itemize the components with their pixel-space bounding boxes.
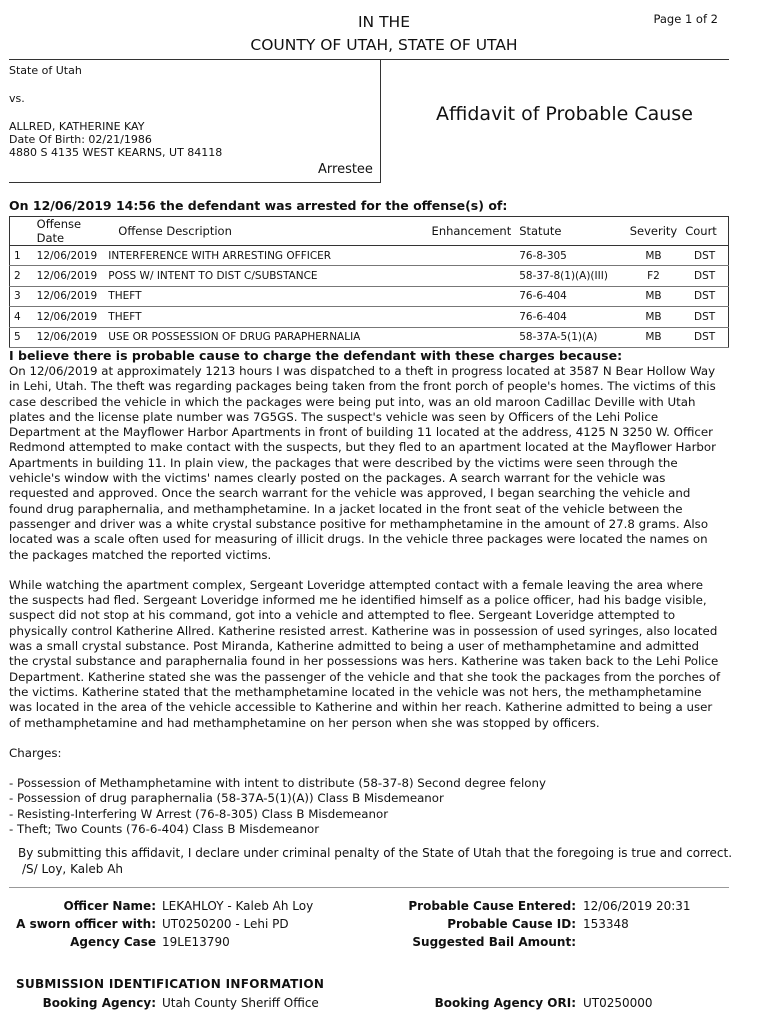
col-header-severity: Severity (626, 217, 682, 246)
offense-date: 12/06/2019 (33, 307, 105, 327)
row-index: 1 (10, 246, 33, 266)
statute: 76-8-305 (515, 246, 626, 266)
charge-item: - Theft; Two Counts (76-6-404) Class B Misdemeanor (9, 822, 320, 837)
col-header-offense-description: Offense Description (104, 217, 427, 246)
col-header-court: Court (681, 217, 728, 246)
court: DST (681, 266, 728, 286)
defendant-name: ALLRED, KATHERINE KAY (9, 120, 145, 133)
col-header-index (10, 217, 33, 246)
col-header-statute: Statute (515, 217, 626, 246)
caption-divider (380, 59, 381, 182)
offense-date: 12/06/2019 (33, 286, 105, 306)
charge-item: - Possession of Methamphetamine with intent to distribute (58-37-8) Second degree felony (9, 776, 546, 791)
court: DST (681, 246, 728, 266)
enhancement (428, 246, 516, 266)
statute: 58-37-8(1)(A)(III) (515, 266, 626, 286)
defendant-address: 4880 S 4135 WEST KEARNS, UT 84118 (9, 146, 223, 159)
document-title: Affidavit of Probable Cause (436, 103, 693, 125)
officer-name-label: Officer Name: (63, 899, 156, 913)
col-header-enhancement: Enhancement (428, 217, 516, 246)
suggested-bail-label: Suggested Bail Amount: (412, 935, 576, 949)
probable-cause-id: 153348 (583, 917, 629, 931)
offense-date: 12/06/2019 (33, 266, 105, 286)
table-row (10, 286, 729, 306)
offense-date: 12/06/2019 (33, 327, 105, 347)
severity: MB (626, 246, 682, 266)
page-number: Page 1 of 2 (653, 12, 718, 26)
arrestee-label: Arrestee (318, 162, 373, 177)
statute: 76-6-404 (515, 286, 626, 306)
row-index: 5 (10, 327, 33, 347)
offense-date: 12/06/2019 (33, 246, 105, 266)
severity: MB (626, 327, 682, 347)
signature: /S/ Loy, Kaleb Ah (22, 862, 124, 876)
sworn-officer-label: A sworn officer with: (16, 917, 156, 931)
probable-cause-heading: I believe there is probable cause to charge the defendant with these charges because: (9, 348, 623, 363)
court-heading-line2: COUNTY OF UTAH, STATE OF UTAH (250, 36, 518, 54)
probable-cause-entered-label: Probable Cause Entered: (408, 899, 576, 913)
probable-cause-id-label: Probable Cause ID: (447, 917, 576, 931)
severity: MB (626, 286, 682, 306)
table-row (10, 307, 729, 327)
footer-rule (9, 887, 729, 888)
row-index: 3 (10, 286, 33, 306)
declaration: By submitting this affidavit, I declare under criminal penalty of the State of Utah that the foregoing is true and correct. (18, 846, 733, 860)
agency-case-label: Agency Case (70, 935, 156, 949)
booking-agency-ori-label: Booking Agency ORI: (434, 996, 576, 1010)
court: DST (681, 307, 728, 327)
offense-description: POSS W/ INTENT TO DIST C/SUBSTANCE (104, 266, 427, 286)
charge-item: - Possession of drug paraphernalia (58-37A-5(1)(A)) Class B Misdemeanor (9, 791, 444, 806)
offense-description: USE OR POSSESSION OF DRUG PARAPHERNALIA (104, 327, 427, 347)
defendant-dob: Date Of Birth: 02/21/1986 (9, 133, 152, 146)
offense-description: INTERFERENCE WITH ARRESTING OFFICER (104, 246, 427, 266)
table-row (10, 246, 729, 266)
narrative-paragraph-2: While watching the apartment complex, Sergeant Loveridge attempted contact with a female leaving the area where the suspects had fled. Sergeant Loveridge informed me he identified himself as a police officer, had his badge visible, suspect did not stop at his command, got into a vehicle and attempted to flee. Sergeant Loveridge attempted to physically control Katherine Allred. Katherine resisted arrest. Katherine was in possession of used syringes, also located was a small crystal substance. Post Miranda, Katherine admitted to being a user of methamphetamine and admitted the crystal substance and paraphernalia found in her possessions was hers. Katherine was taken back to the Lehi Police Department. Katherine stated she was the passenger of the vehicle and that she took the packages from the porches of the victims. Katherine stated that the methamphetamine located in the vehicle was not hers, the methamphetamine was located in the area of the vehicle accessible to Katherine and within her reach. Katherine admitted to being a user of methamphetamine and had methamphetamine on her person when she was stopped by officers. (9, 577, 721, 730)
booking-agency-label: Booking Agency: (42, 996, 156, 1010)
statute: 76-6-404 (515, 307, 626, 327)
arrest-statement: On 12/06/2019 14:56 the defendant was arrested for the offense(s) of: (9, 198, 508, 213)
table-row (10, 327, 729, 347)
row-index: 2 (10, 266, 33, 286)
booking-agency: Utah County Sheriff Office (162, 996, 319, 1010)
court: DST (681, 327, 728, 347)
enhancement (428, 266, 516, 286)
sworn-officer-agency: UT0250200 - Lehi PD (162, 917, 289, 931)
enhancement (428, 286, 516, 306)
caption-top-rule (9, 59, 729, 60)
narrative-paragraph-1: On 12/06/2019 at approximately 1213 hours I was dispatched to a theft in progress located at 3587 N Bear Hollow Way in Lehi, Utah. The theft was regarding packages being taken from the front porch of people's homes. The victims of this case described the vehicle in which the packages were being put into, was an old maroon Cadillac Deville with Utah plates and the license plate number was 7G5GS. The suspect's vehicle was seen by Officers of the Lehi Police Department at the Mayflower Harbor Apartments in front of building 11 located at the address, 4125 N 3250 W. Officer Redmond attempted to make contact with the suspects, but they fled to an apartment located at the Mayflower Harbor Apartments in building 11. In plain view, the packages that were described by the victims were seen through the vehicle's window with the victims' names clearly posted on the packages. A search warrant for the vehicle was requested and approved. Once the search warrant for the vehicle was approved, I began searching the vehicle and found drug paraphernalia, and methamphetamine. In a jacket located in the front seat of the vehicle between the passenger and driver was a white crystal substance positive for methamphetamine in the amount of 27.8 grams. Also located was a scale often used for measuring of illicit drugs. In the vehicle three packages were located the names on the packages matched the reported victims. (9, 364, 716, 562)
statute: 58-37A-5(1)(A) (515, 327, 626, 347)
enhancement (428, 307, 516, 327)
enhancement (428, 327, 516, 347)
col-header-offense-date: Offense Date (33, 217, 105, 246)
row-index: 4 (10, 307, 33, 327)
probable-cause-entered: 12/06/2019 20:31 (583, 899, 691, 913)
charges-label: Charges: (9, 745, 62, 760)
offense-table-header (10, 217, 729, 246)
agency-case-number: 19LE13790 (162, 935, 230, 949)
offense-table (9, 216, 729, 348)
court: DST (681, 286, 728, 306)
court-heading-line1: IN THE (357, 13, 410, 31)
table-row (10, 266, 729, 286)
narrative-body (9, 364, 721, 837)
offense-description: THEFT (104, 286, 427, 306)
state-party: State of Utah (9, 64, 82, 77)
caption-bottom-rule (9, 182, 381, 183)
severity: F2 (626, 266, 682, 286)
booking-agency-ori: UT0250000 (583, 996, 653, 1010)
severity: MB (626, 307, 682, 327)
submission-heading: SUBMISSION IDENTIFICATION INFORMATION (16, 977, 325, 991)
versus: vs. (9, 92, 25, 105)
officer-name: LEKAHLOY - Kaleb Ah Loy (162, 899, 314, 913)
offense-description: THEFT (104, 307, 427, 327)
charge-item: - Resisting-Interfering W Arrest (76-8-305) Class B Misdemeanor (9, 806, 389, 821)
